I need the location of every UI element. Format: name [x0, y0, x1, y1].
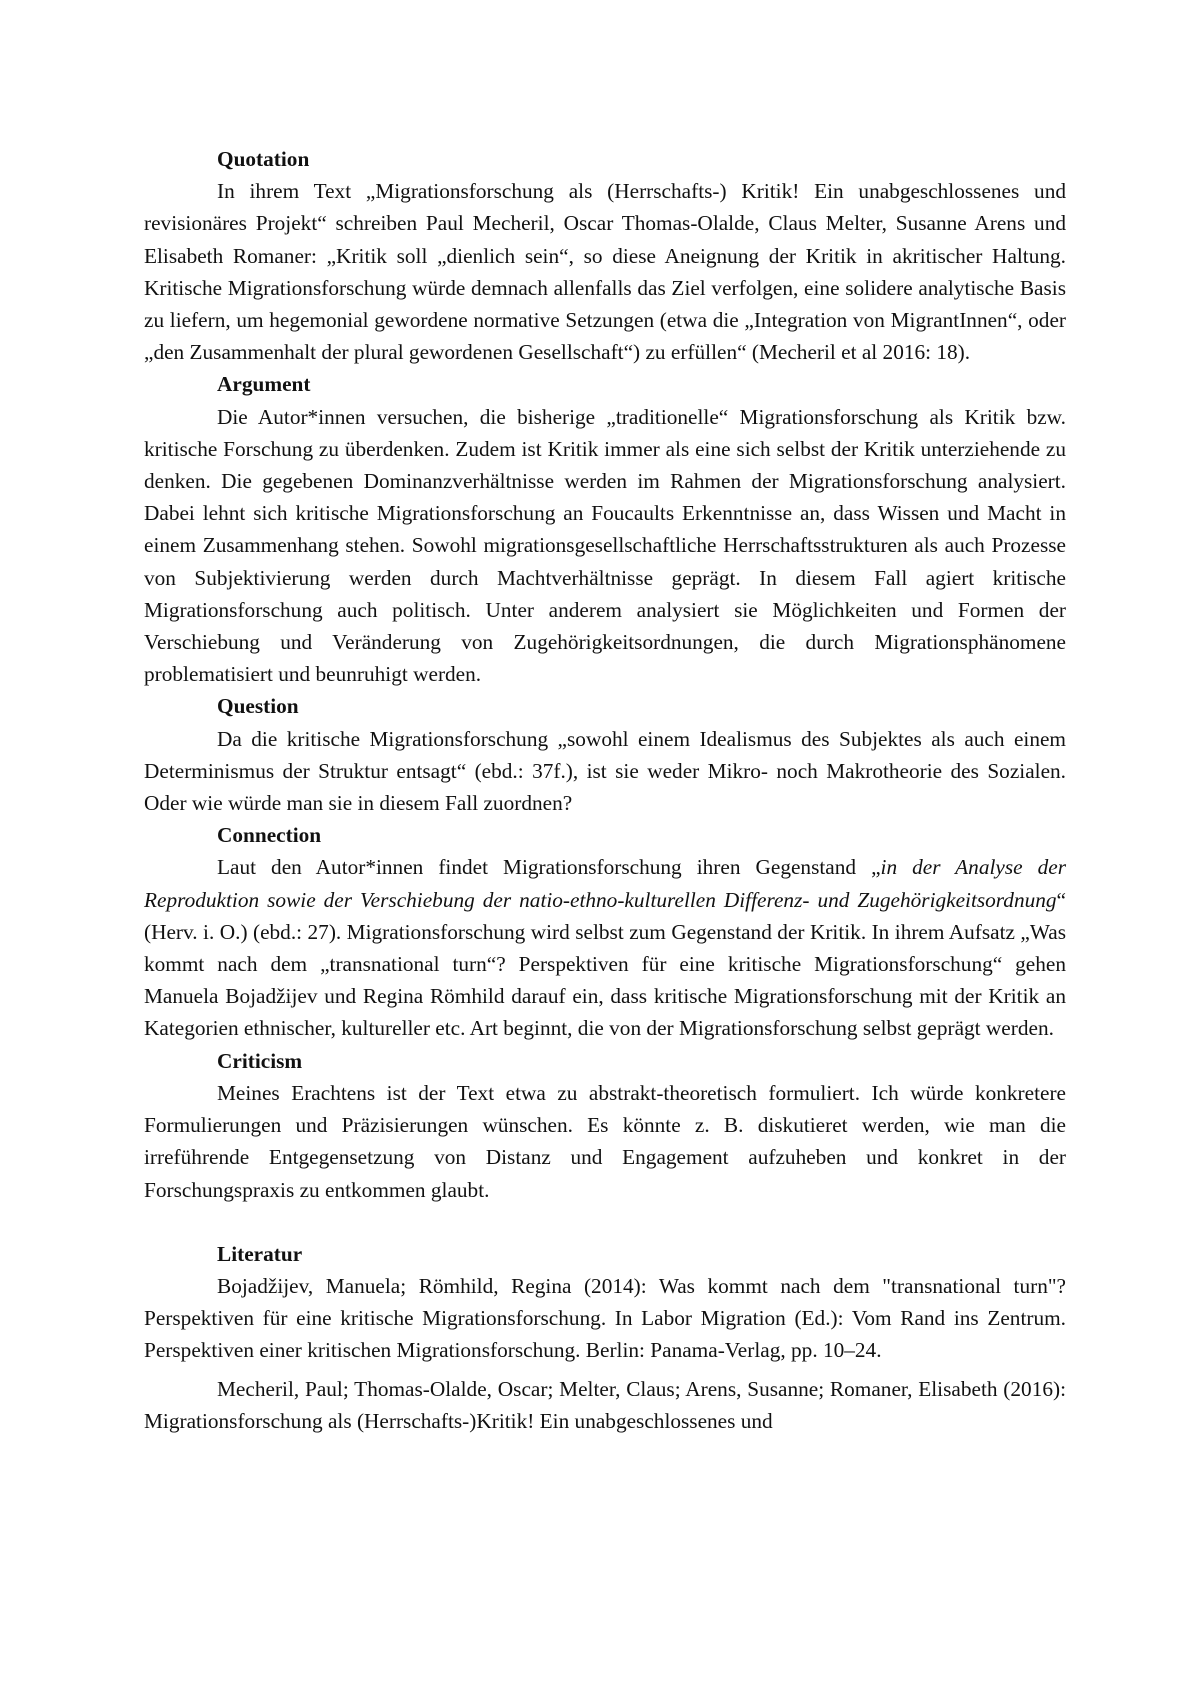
document-body [144, 143, 1066, 1443]
reference-bojadzijev: Bojadžijev, Manuela; Römhild, Regina (2014): Was kommt nach dem "transnational turn"? Perspektiven für eine kritische Migrationsforschung. In Labor Migration (Ed.): Vom Rand ins Zentrum. Perspektiven einer kritischen Migrationsforschung. Berlin: Panama-Verlag, pp. 10–24. [144, 1273, 1066, 1363]
criticism-heading: Criticism [217, 1048, 303, 1073]
connection-text-after: “ (Herv. i. O.) (ebd.: 27). Migrationsforschung wird selbst zum Gegenstand der Kritik. In ihrem Aufsatz „Was kommt nach dem „transnational turn“? Perspektiven für eine kritische Migrationsforschung“ gehen Manuela Bojadžijev und Regina Römhild darauf ein, dass kritische Migrationsforschung mit der Kritik an Kategorien ethnischer, kultureller etc. Art beginnt, die von der Migrationsforschung selbst geprägt werden. [144, 887, 1066, 1041]
criticism-paragraph: Meines Erachtens ist der Text etwa zu abstrakt-theoretisch formuliert. Ich würde konkretere Formulierungen und Präzisierungen wünschen. Es könnte z. B. diskutieret werden, wie man die irreführende Entgegensetzung von Distanz und Engagement aufzuheben und konkret in der Forschungspraxis zu entkommen glaubt. [144, 1080, 1066, 1202]
argument-heading: Argument [217, 372, 311, 397]
connection-text-before: Laut den Autor*innen findet Migrationsforschung ihren Gegenstand „ [217, 855, 881, 880]
section-spacer [144, 1206, 1066, 1238]
question-heading: Question [217, 694, 299, 719]
connection-text-italic: in der Analyse der Reproduktion sowie der Verschiebung der natio-ethno-kulturellen Differenz- und Zugehörigkeitsordnung [144, 855, 1066, 912]
argument-paragraph: Die Autor*innen versuchen, die bisherige „traditionelle“ Migrationsforschung als Kritik bzw. kritische Forschung zu überdenken. Zudem ist Kritik immer als eine sich selbst der Kritik unterziehende zu denken. Die gegebenen Dominanzverhältnisse werden im Rahmen der Migrationsforschung analysiert. Dabei lehnt sich kritische Migrationsforschung an Foucaults Erkenntnisse an, dass Wissen und Macht in einem Zusammenhang stehen. Sowohl migrationsgesellschaftliche Herrschaftsstrukturen als auch Prozesse von Subjektivierung werden durch Machtverhältnisse geprägt. In diesem Fall agiert kritische Migrationsforschung auch politisch. Unter anderem analysiert sie Möglichkeiten und Formen der Verschiebung und Veränderung von Zugehörigkeitsordnungen, die durch Migrationsphänomene problematisiert und beunruhigt werden. [144, 404, 1066, 687]
literatur-heading: Literatur [217, 1241, 303, 1266]
connection-paragraph [144, 851, 1066, 1044]
quotation-heading: Quotation [217, 147, 310, 171]
quotation-paragraph: In ihrem Text „Migrationsforschung als (Herrschafts-) Kritik! Ein unabgeschlossenes und revisionäres Projekt“ schreiben Paul Mecheril, Oscar Thomas-Olalde, Claus Melter, Susanne Arens und Elisabeth Romaner: „Kritik soll „dienlich sein“, so diese Aneignung der Kritik in akritischer Haltung. Kritische Migrationsforschung würde demnach allenfalls das Ziel verfolgen, eine solidere analytische Basis zu liefern, um hegemonial gewordene normative Setzungen (etwa die „Integration von MigrantInnen“, oder „den Zusammenhalt der plural gewordenen Gesellschaft“) zu erfüllen“ (Mecheril et al 2016: 18). [144, 179, 1066, 365]
reference-mecheril: Mecheril, Paul; Thomas-Olalde, Oscar; Melter, Claus; Arens, Susanne; Romaner, Elisabeth (2016): Migrationsforschung als (Herrschafts-)Kritik! Ein unabgeschlossenes und [144, 1376, 1066, 1433]
connection-heading: Connection [217, 823, 322, 848]
question-paragraph: Da die kritische Migrationsforschung „sowohl einem Idealismus des Subjektes als auch einem Determinismus der Struktur entsagt“ (ebd.: 37f.), ist sie weder Mikro- noch Makrotheorie des Sozialen. Oder wie würde man sie in diesem Fall zuordnen? [144, 726, 1066, 816]
